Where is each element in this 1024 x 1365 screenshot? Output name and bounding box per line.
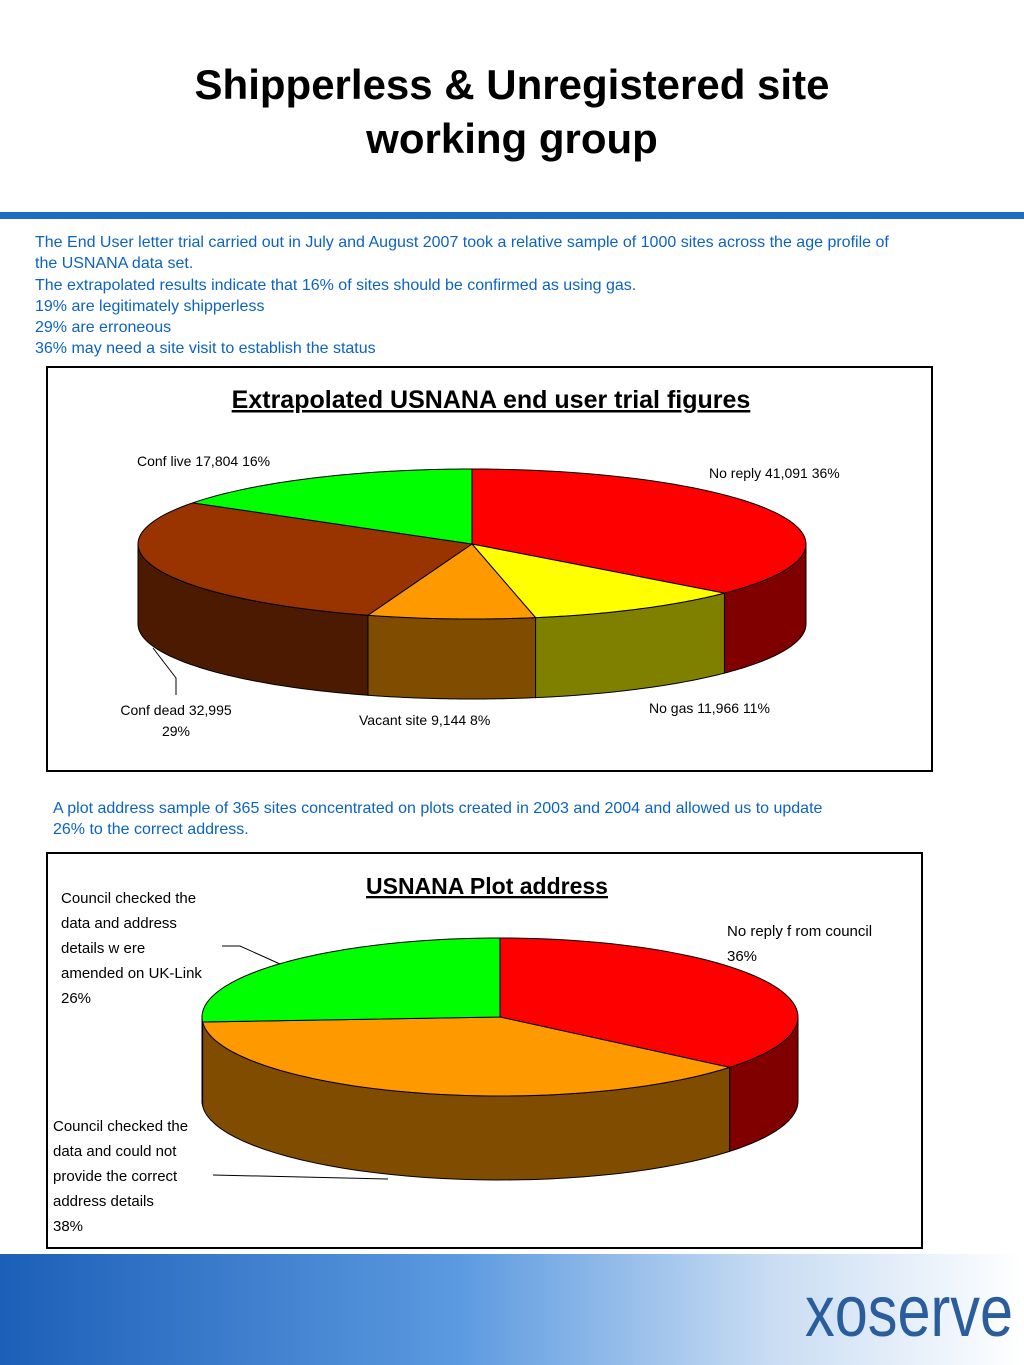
chart-plot-address-svg <box>48 854 921 1247</box>
chart-trial-figures-svg <box>48 368 931 770</box>
chart-title: USNANA Plot address <box>366 873 608 899</box>
intro-line: the USNANA data set. <box>35 255 194 273</box>
label-not-provide-line: provide the correct <box>53 1168 178 1185</box>
title-line-2: working group <box>366 115 658 162</box>
label-not-provide-line: address details <box>53 1193 154 1210</box>
plot-address-text <box>53 798 933 841</box>
label-no-reply-council: No reply f rom council <box>727 923 873 940</box>
label-not-provide-line: data and could not <box>53 1143 177 1160</box>
label-not-provide-line: Council checked the <box>53 1118 189 1135</box>
page-title <box>0 58 1024 166</box>
label-no-gas: No gas 11,966 11% <box>649 700 770 716</box>
label-vacant-site: Vacant site 9,144 8% <box>359 712 491 728</box>
pie-slice-council-checked-the-data-and-address-details-were-amended-on-uk-link <box>202 938 500 1022</box>
intro-line: The End User letter trial carried out in July and August 2007 took a relative sample of 1000 sites across the age profile of <box>35 234 889 251</box>
intro-line: 19% are legitimately shipperless <box>35 297 265 315</box>
title-divider <box>0 212 1024 219</box>
chart-plot-address <box>46 852 923 1249</box>
plot-text-line: A plot address sample of 365 sites concentrated on plots created in 2003 and 2004 and allowed us to update <box>53 800 823 817</box>
label-amended-percent: 26% <box>61 990 92 1007</box>
intro-line: 36% may need a site visit to establish the status <box>35 340 376 358</box>
plot-text-line: 26% to the correct address. <box>53 821 249 839</box>
label-conf-dead: Conf dead 32,995 <box>120 702 232 718</box>
leader-line-not-provide <box>213 1175 388 1179</box>
intro-line: 29% are erroneous <box>35 319 172 337</box>
pie-side-council-checked-the-data-and-address-details-were-amended-on-uk-link <box>202 1017 203 1106</box>
intro-text <box>35 232 1010 360</box>
label-amended-line: amended on UK-Link <box>61 965 202 982</box>
xoserve-logo <box>805 1270 1015 1350</box>
label-no-reply: No reply 41,091 36% <box>709 465 840 481</box>
label-amended-line: Council checked the <box>61 890 197 907</box>
chart-trial-figures <box>46 366 933 772</box>
label-conf-dead-percent: 29% <box>161 723 191 739</box>
label-no-reply-council-percent: 36% <box>727 948 758 965</box>
svg-text:xoserve: xoserve <box>805 1272 1013 1350</box>
label-not-provide-percent: 38% <box>53 1218 84 1235</box>
title-line-1: Shipperless & Unregistered site <box>194 61 830 108</box>
label-amended-line: data and address <box>61 915 177 932</box>
chart-title: Extrapolated USNANA end user trial figures <box>231 386 751 414</box>
intro-line: The extrapolated results indicate that 16% of sites should be confirmed as using gas. <box>35 276 637 294</box>
leader-line-amended <box>222 946 280 964</box>
label-amended-line: details w ere <box>61 940 146 957</box>
pie-side-vacant-site <box>368 615 536 699</box>
label-conf-live: Conf live 17,804 16% <box>137 453 271 469</box>
